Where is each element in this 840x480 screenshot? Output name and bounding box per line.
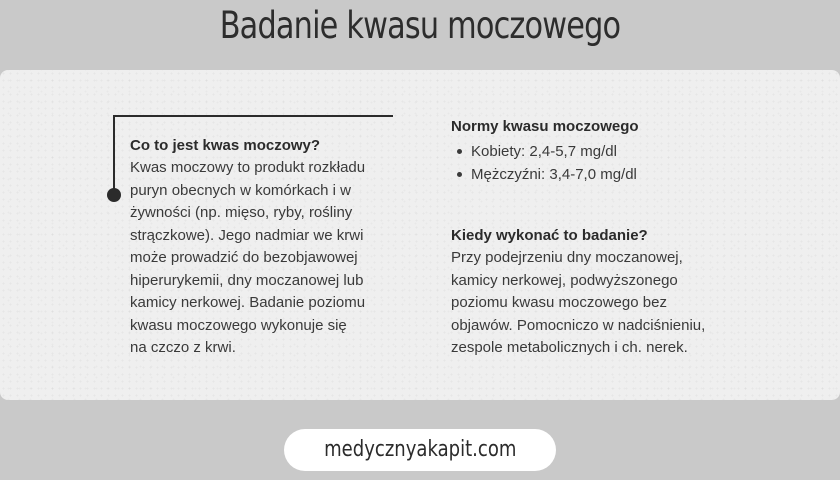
- when-to-test-section: [451, 225, 761, 360]
- when-line: kamicy nerkowej, podwyższonego: [451, 271, 678, 289]
- bullet-icon: [457, 149, 462, 154]
- definition-line: na czczo z krwi.: [130, 339, 236, 356]
- definition-line: kwasu moczowego wykonuje się: [130, 316, 347, 334]
- norm-item-men: [451, 163, 761, 186]
- page-title: Badanie kwasu moczowego: [219, 4, 621, 47]
- uric-acid-definition-section: [130, 135, 410, 360]
- connector-line-vertical: [113, 115, 115, 195]
- definition-heading: Co to jest kwas moczowy?: [130, 137, 321, 154]
- bullet-icon: [457, 172, 462, 177]
- when-line: Przy podejrzeniu dny moczanowej,: [451, 249, 683, 266]
- connector-dot: [107, 188, 121, 202]
- norms-list: [451, 140, 761, 186]
- definition-line: strączkowe). Jego nadmiar we krwi: [130, 226, 364, 244]
- definition-line: kamicy nerkowej. Badanie poziomu: [130, 294, 366, 311]
- norms-heading: Normy kwasu moczowego: [451, 118, 639, 135]
- site-url-badge[interactable]: [284, 429, 556, 471]
- norms-section: [451, 116, 761, 186]
- norm-item-label: Mężczyźni: 3,4-7,0 mg/dl: [471, 166, 637, 183]
- definition-line: żywności (np. mięso, ryby, rośliny: [130, 204, 353, 221]
- definition-line: puryn obecnych w komórkach i w: [130, 181, 351, 199]
- norm-item-label: Kobiety: 2,4-5,7 mg/dl: [471, 143, 617, 160]
- when-line: zespole metabolicznych i ch. nerek.: [451, 339, 688, 356]
- definition-line: Kwas moczowy to produkt rozkładu: [130, 159, 366, 176]
- when-line: poziomu kwasu moczowego bez: [451, 294, 667, 311]
- definition-line: może prowadzić do bezobjawowej: [130, 249, 358, 266]
- when-heading: Kiedy wykonać to badanie?: [451, 227, 648, 244]
- definition-line: hiperurykemii, dny moczanowej lub: [130, 271, 364, 289]
- norm-item-women: [451, 140, 761, 163]
- site-url-text: medycznyakapit.com: [323, 437, 517, 462]
- when-line: objawów. Pomocniczo w nadciśnieniu,: [451, 316, 706, 334]
- connector-line-horizontal: [113, 115, 393, 117]
